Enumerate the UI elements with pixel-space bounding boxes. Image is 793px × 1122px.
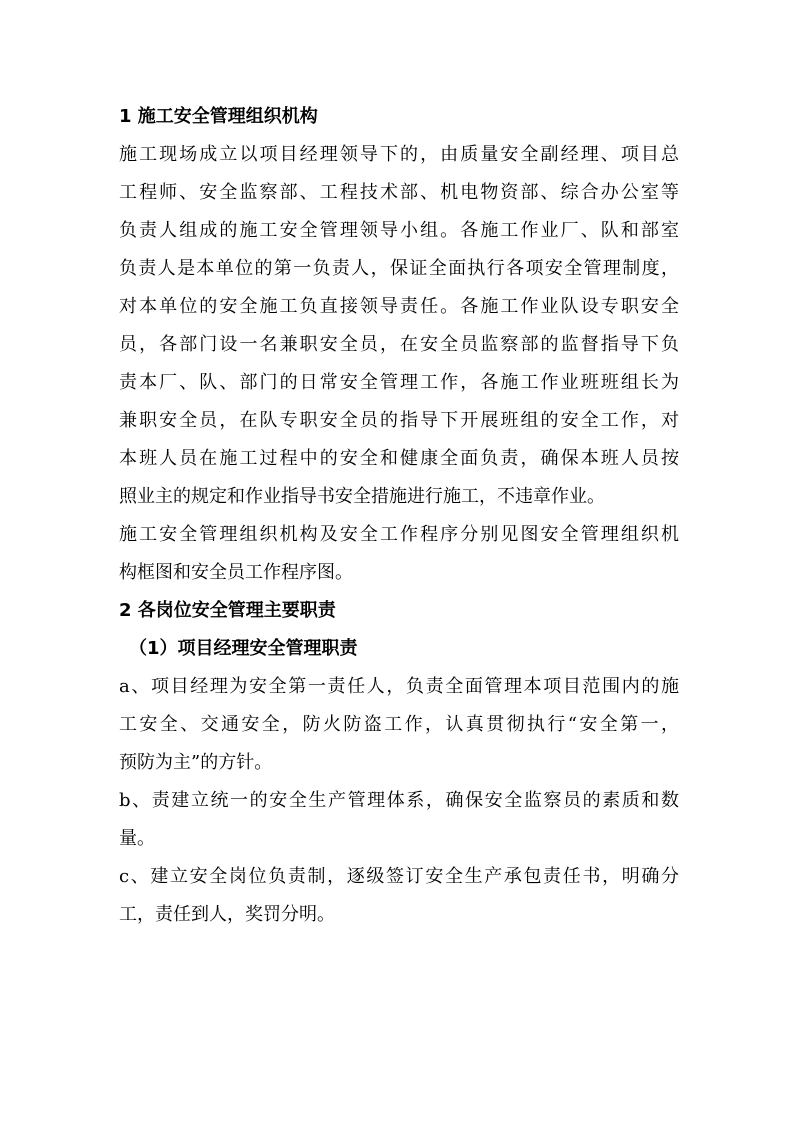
section-2-heading: 2 各岗位安全管理主要职责 (119, 600, 336, 621)
section-1-paragraph-1 (119, 136, 679, 516)
text-line: 负责人组成的施工安全管理领导小组。各施工作业厂、队和部室 (119, 220, 679, 241)
text-line: 兼职安全员，在队专职安全员的指导下开展班组的安全工作，对 (119, 410, 679, 431)
text-line: 照业主的规定和作业指导书安全措施进行施工，不违章作业。 (119, 486, 605, 507)
text-line: 工安全、交通安全，防火防盗工作，认真贯彻执行“安全第一， (119, 714, 679, 735)
text-line: b、责建立统一的安全生产管理体系，确保安全监察员的素质和数 (119, 790, 679, 811)
section-2-item-b (119, 782, 679, 858)
document-page (119, 98, 679, 934)
text-line: 工程师、安全监察部、工程技术部、机电物资部、综合办公室等 (119, 182, 679, 203)
text-line: 构框图和安全员工作程序图。 (119, 562, 353, 583)
section-1-paragraph-2 (119, 516, 679, 592)
text-line: 本班人员在施工过程中的安全和健康全面负责，确保本班人员按 (119, 448, 679, 469)
text-line: 施工安全管理组织机构及安全工作程序分别见图安全管理组织机 (119, 524, 679, 545)
text-line: 对本单位的安全施工负直接领导责任。各施工作业队设专职安全 (119, 296, 679, 317)
text-line: 施工现场成立以项目经理领导下的，由质量安全副经理、项目总 (119, 144, 679, 165)
section-2-item-a (119, 668, 679, 782)
text-line: 预防为主”的方针。 (119, 752, 273, 773)
text-line: 量。 (119, 828, 155, 849)
section-1-heading: 1 施工安全管理组织机构 (119, 106, 318, 127)
text-line: a、项目经理为安全第一责任人，负责全面管理本项目范围内的施 (119, 676, 679, 697)
text-line: 负责人是本单位的第一负责人，保证全面执行各项安全管理制度， (119, 258, 679, 279)
text-line: 工，责任到人，奖罚分明。 (119, 904, 335, 925)
section-2-item-c (119, 858, 679, 934)
section-2-subheading: （1）项目经理安全管理职责 (129, 638, 358, 659)
text-line: c、建立安全岗位负责制，逐级签订安全生产承包责任书，明确分 (119, 866, 679, 887)
text-line: 责本厂、队、部门的日常安全管理工作，各施工作业班班组长为 (119, 372, 679, 393)
text-line: 员，各部门设一名兼职安全员，在安全员监察部的监督指导下负 (119, 334, 679, 355)
